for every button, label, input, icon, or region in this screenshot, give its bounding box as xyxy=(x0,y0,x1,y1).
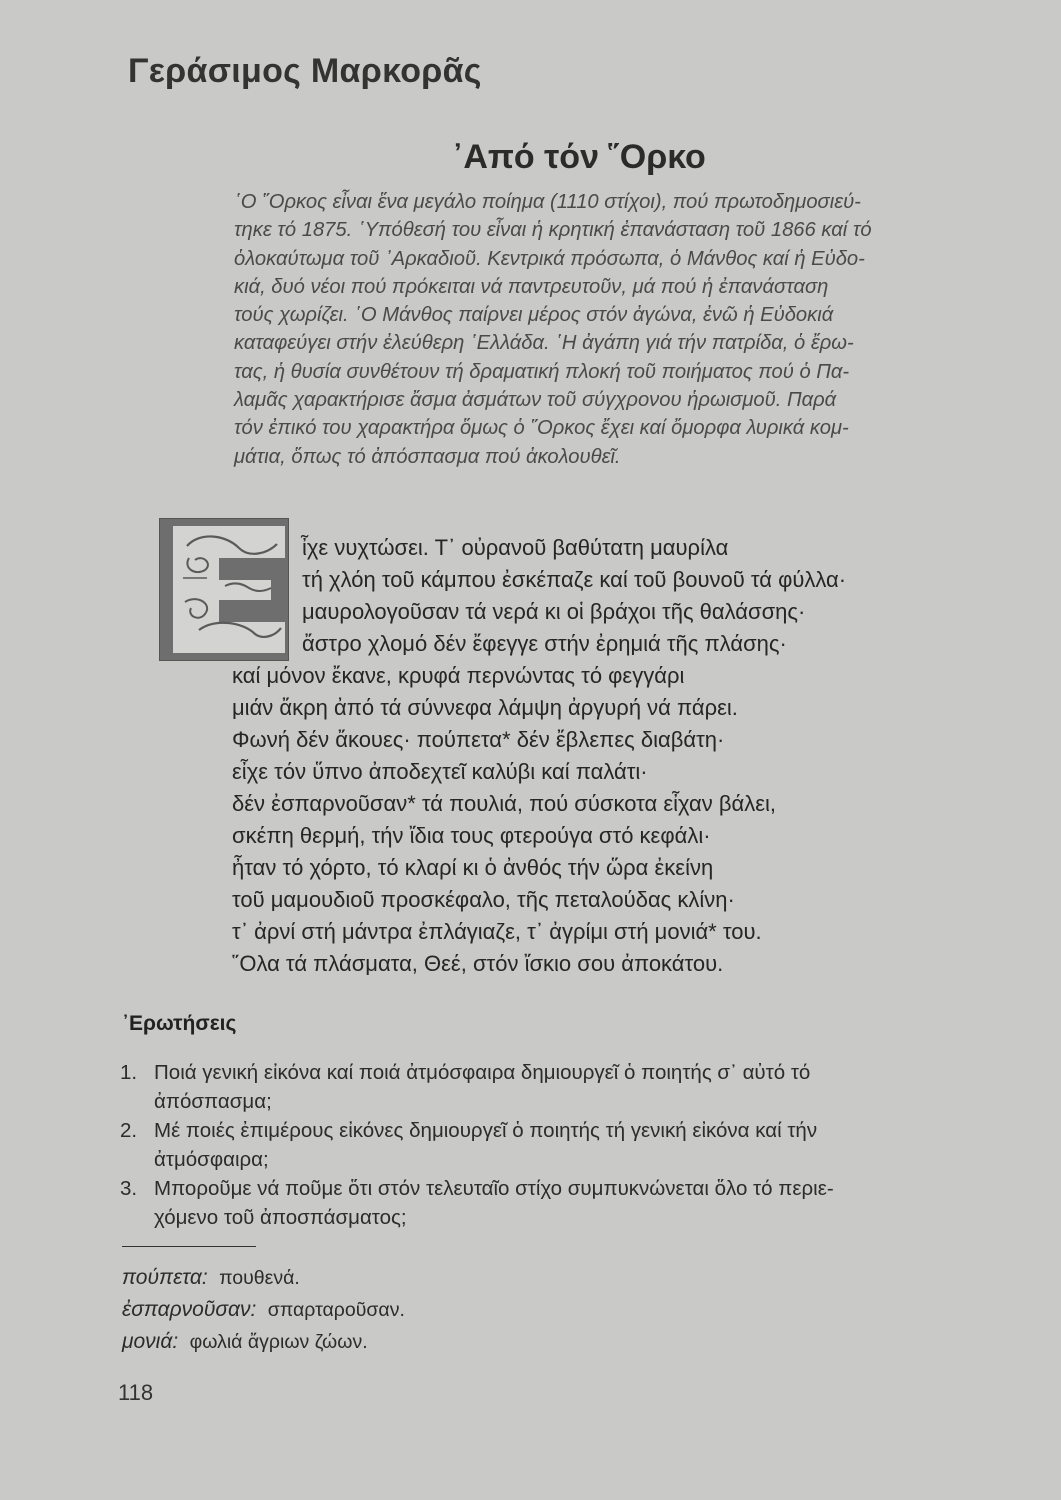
intro-line: τούς χωρίζει. ῾Ο Μάνθος παίρνει μέρος στόν ἀγώνα, ἐνῶ ἡ Εὐδοκιά xyxy=(234,304,834,327)
poem-line: τοῦ μαμουδιοῦ προσκέφαλο, τῆς πεταλούδας κλίνη· xyxy=(232,887,735,912)
questions-list xyxy=(120,1058,990,1232)
poem-line: ῞Ολα τά πλάσματα, Θεέ, στόν ἴσκιο σου ἀποκάτου. xyxy=(232,951,724,976)
poem-title: ᾿Από τόν ῞Ορκο xyxy=(452,138,706,176)
intro-line: κιά, δυό νέοι πού πρόκειται νά παντρευτοῦν, μά πού ἡ ἐπανάσταση xyxy=(234,275,829,298)
intro-line: τας, ἡ θυσία συνθέτουν τή δραματική πλοκή τοῦ ποιήματος πού ὁ Πα- xyxy=(234,360,850,383)
glossary xyxy=(122,1262,405,1358)
glossary-definition: πουθενά. xyxy=(219,1267,300,1289)
glossary-term: μονιά: xyxy=(122,1330,179,1353)
question-line: Μποροῦμε νά ποῦμε ὅτι στόν τελευταῖο στίχο συμπυκνώνεται ὅλο τό περιε- xyxy=(154,1177,834,1200)
page-number: 118 xyxy=(118,1380,154,1405)
question-item xyxy=(120,1058,990,1116)
footnote-divider xyxy=(122,1246,256,1247)
intro-paragraph xyxy=(234,188,986,471)
glossary-entry xyxy=(122,1262,405,1294)
question-line: χόμενο τοῦ ἀποσπάσματος; xyxy=(154,1206,407,1229)
poem-line: μαυρολογοῦσαν τά νερά κι οἱ βράχοι τῆς θαλάσσης· xyxy=(302,599,806,624)
question-line: Ποιά γενική εἰκόνα καί ποιά ἀτμόσφαιρα δημιουργεῖ ὁ ποιητής σ᾿ αὐτό τό xyxy=(154,1061,811,1084)
poem-line: μιάν ἄκρη ἀπό τά σύννεφα λάμψη ἀργυρή νά πάρει. xyxy=(232,695,738,720)
question-number: 2. xyxy=(120,1119,138,1142)
poem-line: δέν ἐσπαρνοῦσαν* τά πουλιά, πού σύσκοτα εἶχαν βάλει, xyxy=(232,791,777,816)
poem-line: ἦταν τό χόρτο, τό κλαρί κι ὁ ἀνθός τήν ὥρα ἐκείνη xyxy=(232,855,714,880)
poem-line: ἶχε νυχτώσει. Τ᾿ οὐρανοῦ βαθύτατη μαυρίλα xyxy=(302,535,729,560)
author-name: Γεράσιμος Μαρκορᾶς xyxy=(128,52,482,90)
intro-line: μάτια, ὅπως τό ἀπόσπασμα πού ἀκολουθεῖ. xyxy=(234,445,621,468)
question-line: ἀτμόσφαιρα; xyxy=(154,1148,269,1171)
question-line: ἀπόσπασμα; xyxy=(154,1090,272,1113)
glossary-entry xyxy=(122,1294,405,1326)
poem-line: τή χλόη τοῦ κάμπου ἐσκέπαζε καί τοῦ βουνοῦ τά φύλλα· xyxy=(302,567,847,592)
question-line: Μέ ποιές ἐπιμέρους εἰκόνες δημιουργεῖ ὁ ποιητής τή γενική εἰκόνα καί τήν xyxy=(154,1119,818,1142)
dropcap-e-ornament xyxy=(159,518,289,661)
poem-line: ἄστρο χλομό δέν ἔφεγγε στήν ἐρημιά τῆς πλάσης· xyxy=(302,631,787,656)
glossary-definition: φωλιά ἄγριων ζώων. xyxy=(189,1331,368,1353)
question-item xyxy=(120,1116,990,1174)
intro-line: τόν ἐπικό του χαρακτήρα ὅμως ὁ ῞Ορκος ἔχει καί ὄμορφα λυρικά κομ- xyxy=(234,417,849,440)
intro-line: ὁλοκαύτωμα τοῦ ᾿Αρκαδιοῦ. Κεντρικά πρόσωπα, ὁ Μάνθος καί ἡ Εὐδο- xyxy=(234,247,865,270)
intro-line: τηκε τό 1875. ῾Υπόθεσή του εἶναι ἡ κρητική ἐπανάσταση τοῦ 1866 καί τό xyxy=(234,219,872,242)
question-item xyxy=(120,1174,990,1232)
question-number: 3. xyxy=(120,1177,138,1200)
poem-line: Φωνή δέν ἄκουες· πούπετα* δέν ἔβλεπες διαβάτη· xyxy=(232,727,725,752)
glossary-term: πούπετα: xyxy=(122,1266,208,1289)
intro-line: καταφεύγει στήν ἐλεύθερη ῾Ελλάδα. ῾Η ἀγάπη γιά τήν πατρίδα, ὁ ἔρω- xyxy=(234,332,854,355)
poem-line: σκέπη θερμή, τήν ἴδια τους φτερούγα στό κεφάλι· xyxy=(232,823,711,848)
glossary-term: ἐσπαρνοῦσαν: xyxy=(122,1298,257,1321)
poem-line: τ᾿ ἀρνί στή μάντρα ἐπλάγιαζε, τ᾿ ἀγρίμι στή μονιά* του. xyxy=(232,919,762,944)
glossary-definition: σπαρταροῦσαν. xyxy=(267,1299,405,1321)
intro-line: ῾Ο ῞Ορκος εἶναι ἕνα μεγάλο ποίημα (1110 στίχοι), πού πρωτοδημοσιεύ- xyxy=(234,191,861,213)
intro-line: λαμᾶς χαρακτήρισε ἄσμα ἀσμάτων τοῦ σύγχρονου ἡρωισμοῦ. Παρά xyxy=(234,389,837,412)
questions-heading: ᾿Ερωτήσεις xyxy=(122,1012,237,1035)
glossary-entry xyxy=(122,1326,405,1358)
poem-line: εἶχε τόν ὕπνο ἀποδεχτεῖ καλύβι καί παλάτι· xyxy=(232,759,648,784)
question-number: 1. xyxy=(120,1061,138,1084)
poem-line: καί μόνον ἔκανε, κρυφά περνώντας τό φεγγάρι xyxy=(232,663,685,688)
